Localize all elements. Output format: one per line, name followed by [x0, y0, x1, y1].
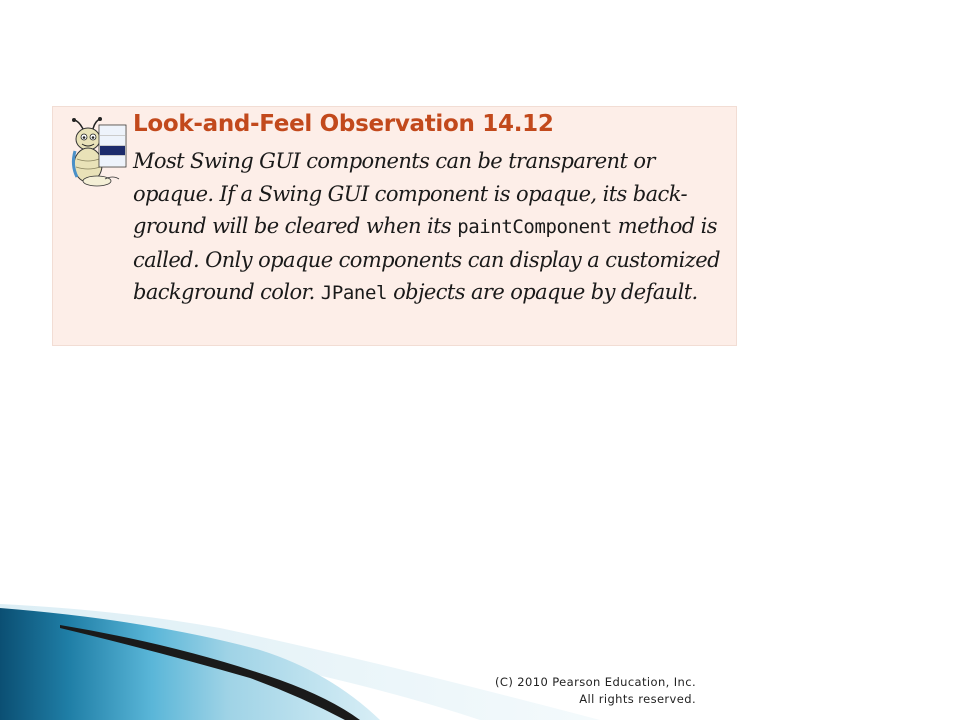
decorative-swoosh [0, 600, 960, 720]
bug-mascot-icon [69, 117, 131, 189]
code-jpanel: JPanel [320, 282, 388, 304]
copyright-line-2: All rights reserved. [579, 692, 696, 706]
code-paintcomponent: paintComponent [457, 216, 612, 238]
copyright-notice [495, 674, 696, 708]
observation-box [52, 106, 737, 346]
body-text-segment-1: Most Swing GUI components can be transparent or opaque. If a Swing GUI component is opaque, its back-ground will be cleared when its [133, 149, 687, 238]
body-text-segment-3: objects are opaque by default. [387, 280, 698, 304]
body-text-segment-2: method is called. Only opaque components can display a customized background color. [133, 214, 720, 304]
observation-body [133, 145, 733, 310]
copyright-line-1: (C) 2010 Pearson Education, Inc. [495, 675, 696, 689]
observation-title: Look-and-Feel Observation 14.12 [133, 111, 554, 137]
